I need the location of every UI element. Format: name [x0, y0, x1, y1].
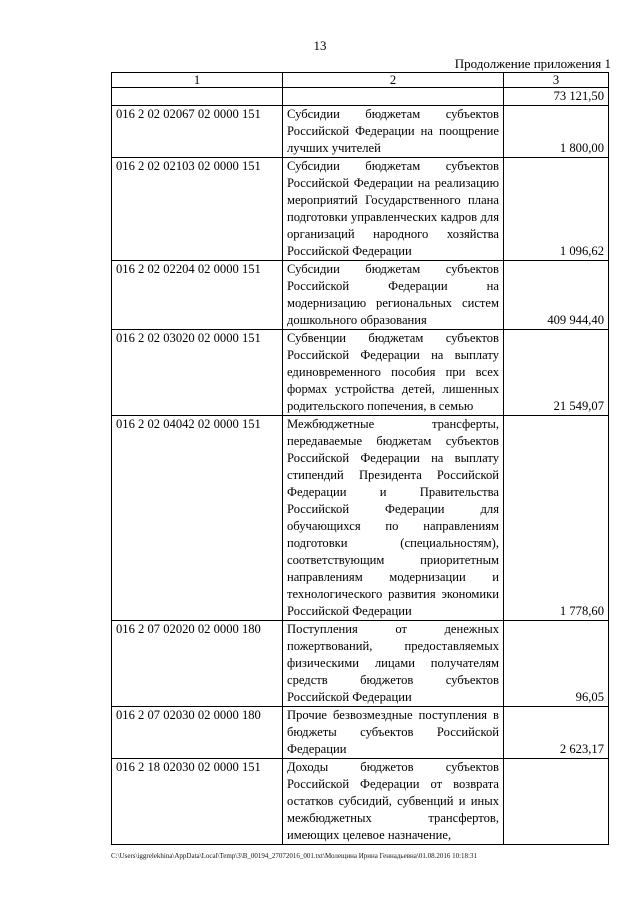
row-name: Субвенции бюджетам субъектов Российской Федерации на выплату единовременного пособия при всех формах устройства детей, лишенных родительского попечения, в семью — [283, 330, 504, 416]
table-row — [112, 621, 609, 707]
row-code: 016 2 02 03020 02 0000 151 — [112, 330, 283, 416]
row-name: Субсидии бюджетам субъектов Российской Федерации на реализацию мероприятий Государственного плана подготовки управленческих кадров для организаций народного хозяйства Российской Федерации — [283, 158, 504, 261]
row-name — [283, 88, 504, 106]
row-amount: 1 096,62 — [504, 158, 609, 261]
row-amount: 409 944,40 — [504, 261, 609, 330]
row-name: Межбюджетные трансферты, передаваемые бюджетам субъектов Российской Федерации на выплату стипендий Президента Российской Федерации и Правительства Российской Федерации для обучающихся по направлениям подготовки (специальностям), соответствующим приоритетным направлениям модернизации и технологического развития экономики Российской Федерации — [283, 416, 504, 621]
table-row — [112, 88, 609, 106]
row-name: Поступления от денежных пожертвований, предоставляемых физическими лицами получателям средств бюджетов субъектов Российской Федерации — [283, 621, 504, 707]
table-row — [112, 330, 609, 416]
row-code: 016 2 07 02020 02 0000 180 — [112, 621, 283, 707]
row-name: Субсидии бюджетам субъектов Российской Федерации на поощрение лучших учителей — [283, 106, 504, 158]
row-code: 016 2 02 04042 02 0000 151 — [112, 416, 283, 621]
row-amount — [504, 759, 609, 845]
file-path-footer: C:\Users\iggrelekhina\AppData\Local\Temp\3\В_00194_27072016_001.txt\Молещина Ирина Геннадьевна\01.08.2016 10:18:31 — [111, 852, 477, 860]
row-amount: 21 549,07 — [504, 330, 609, 416]
row-code: 016 2 02 02204 02 0000 151 — [112, 261, 283, 330]
revenue-table — [111, 72, 609, 845]
row-amount: 1 800,00 — [504, 106, 609, 158]
table-row — [112, 759, 609, 845]
row-code: 016 2 07 02030 02 0000 180 — [112, 707, 283, 759]
table-row — [112, 707, 609, 759]
row-amount: 1 778,60 — [504, 416, 609, 621]
row-amount: 73 121,50 — [504, 88, 609, 106]
table-row — [112, 106, 609, 158]
row-name: Доходы бюджетов субъектов Российской Федерации от возврата остатков субсидий, субвенций и иных межбюджетных трансфертов, имеющих целевое назначение, — [283, 759, 504, 845]
row-name: Субсидии бюджетам субъектов Российской Федерации на модернизацию региональных систем дошкольного образования — [283, 261, 504, 330]
header-col-2: 2 — [283, 73, 504, 88]
table-row — [112, 158, 609, 261]
row-name: Прочие безвозмездные поступления в бюджеты субъектов Российской Федерации — [283, 707, 504, 759]
continuation-label: Продолжение приложения 1 — [454, 56, 611, 71]
row-code — [112, 88, 283, 106]
table-header-row — [112, 73, 609, 88]
page-number: 13 — [313, 38, 327, 53]
row-amount: 96,05 — [504, 621, 609, 707]
header-col-3: 3 — [504, 73, 609, 88]
row-code: 016 2 18 02030 02 0000 151 — [112, 759, 283, 845]
table-row — [112, 261, 609, 330]
header-col-1: 1 — [112, 73, 283, 88]
row-code: 016 2 02 02067 02 0000 151 — [112, 106, 283, 158]
row-code: 016 2 02 02103 02 0000 151 — [112, 158, 283, 261]
row-amount: 2 623,17 — [504, 707, 609, 759]
table-row — [112, 416, 609, 621]
